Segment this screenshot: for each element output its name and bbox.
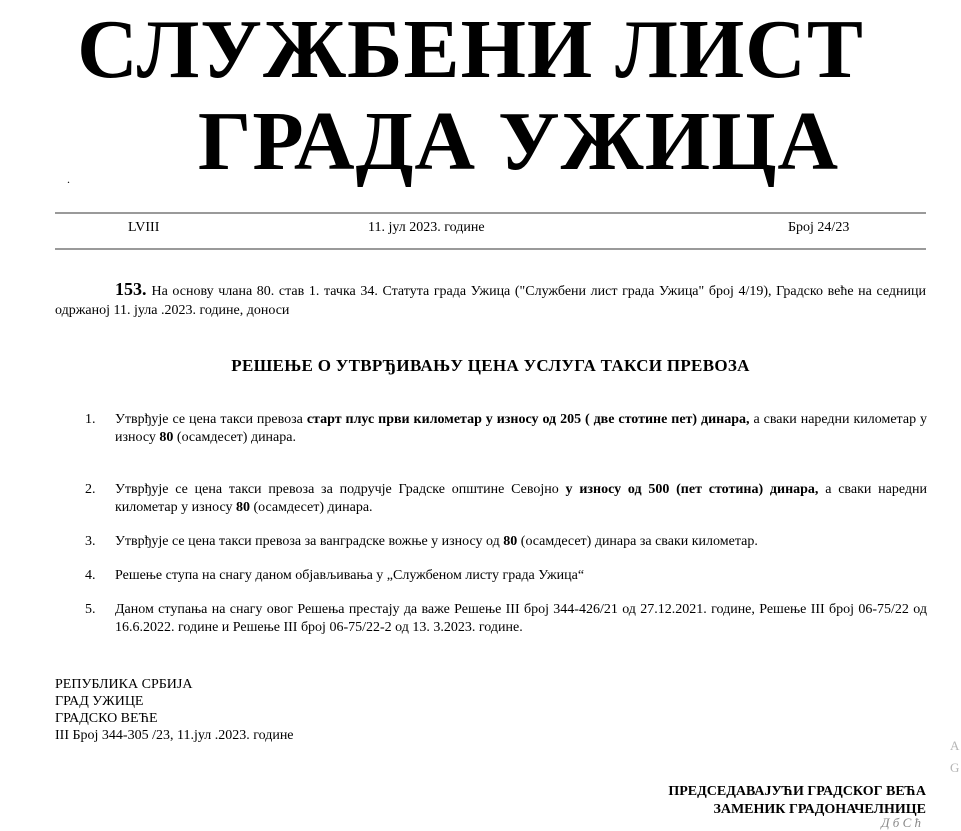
signatory-title: ПРЕДСЕДАВАЈУЋИ ГРАДСКОГ ВЕЋА (668, 784, 926, 799)
list-item-number: 5. (85, 602, 96, 617)
edge-glyph: A (950, 738, 960, 753)
issue-date: 11. јул 2023. године (368, 220, 485, 235)
edge-glyph: G (950, 760, 960, 775)
list-item-number: 4. (85, 568, 96, 583)
masthead-line-1: СЛУЖБЕНИ ЛИСТ (77, 3, 864, 96)
header-rule-top (55, 212, 926, 214)
signatory-block (668, 783, 926, 819)
decision-title: РЕШЕЊЕ О УТВРЂИВАЊУ ЦЕНА УСЛУГА ТАКСИ ПРЕВОЗА (231, 356, 750, 375)
list-item (85, 567, 927, 585)
list-item-text: Утврђује се цена такси превоза за ванградске вожње у износу од 80 (осамдесет) динара за сваки километар. (115, 534, 758, 549)
signatory-role: ЗАМЕНИК ГРАДОНАЧЕЛНИЦЕ (713, 802, 926, 817)
issuer-line: III Број 344-305 /23, 11.јул .2023. године (55, 728, 294, 743)
issue-volume: LVIII (128, 220, 160, 235)
list-item-text: Решење ступа на снагу даном објављивања у „Службеном листу града Ужица“ (115, 568, 585, 583)
list-item (85, 481, 927, 517)
list-item-text: Даном ступања на снагу овог Решења престају да важе Решење III број 344-426/21 од 27.12.2021. године, Решење III број 06-75/22 од 16.6.2022. године и Решење III број 06-75/22-2 од 13. 3.2023. године. (115, 602, 927, 635)
list-item (85, 533, 927, 551)
signatory-name-partial: Д б С ћ (881, 815, 921, 830)
masthead-line-2: ГРАДА УЖИЦА (197, 95, 840, 188)
header-rule-bottom (55, 248, 926, 250)
list-item-number: 2. (85, 482, 96, 497)
issuer-line: РЕПУБЛИКА СРБИЈА (55, 677, 193, 692)
list-item-text: Утврђује се цена такси превоза старт плус први километар у износу од 205 ( две стотине пет) динара, а сваки наредни километар у износу 80 (осамдесет) динара. (115, 412, 927, 445)
issuer-block (55, 676, 294, 744)
issuer-line: ГРАД УЖИЦЕ (55, 694, 144, 709)
list-item (85, 411, 927, 447)
issue-number: Број 24/23 (788, 220, 850, 235)
stray-dot: . (67, 172, 70, 186)
list-item-number: 1. (85, 412, 96, 427)
list-item (85, 601, 927, 637)
article-number: 153. (115, 279, 147, 299)
intro-paragraph (55, 280, 926, 320)
intro-text: На основу члана 80. став 1. тачка 34. Статута града Ужица ("Службени лист града Ужица" број 4/19), Градско веће на седници одржаној 11. јула .2023. године, доноси (55, 284, 926, 318)
issuer-line: ГРАДСКО ВЕЋЕ (55, 711, 158, 726)
list-item-text: Утврђује се цена такси превоза за подручје Градске општине Севојно у износу од 500 (пет стотина) динара, а сваки наредни километар у износу 80 (осамдесет) динара. (115, 482, 927, 515)
list-item-number: 3. (85, 534, 96, 549)
